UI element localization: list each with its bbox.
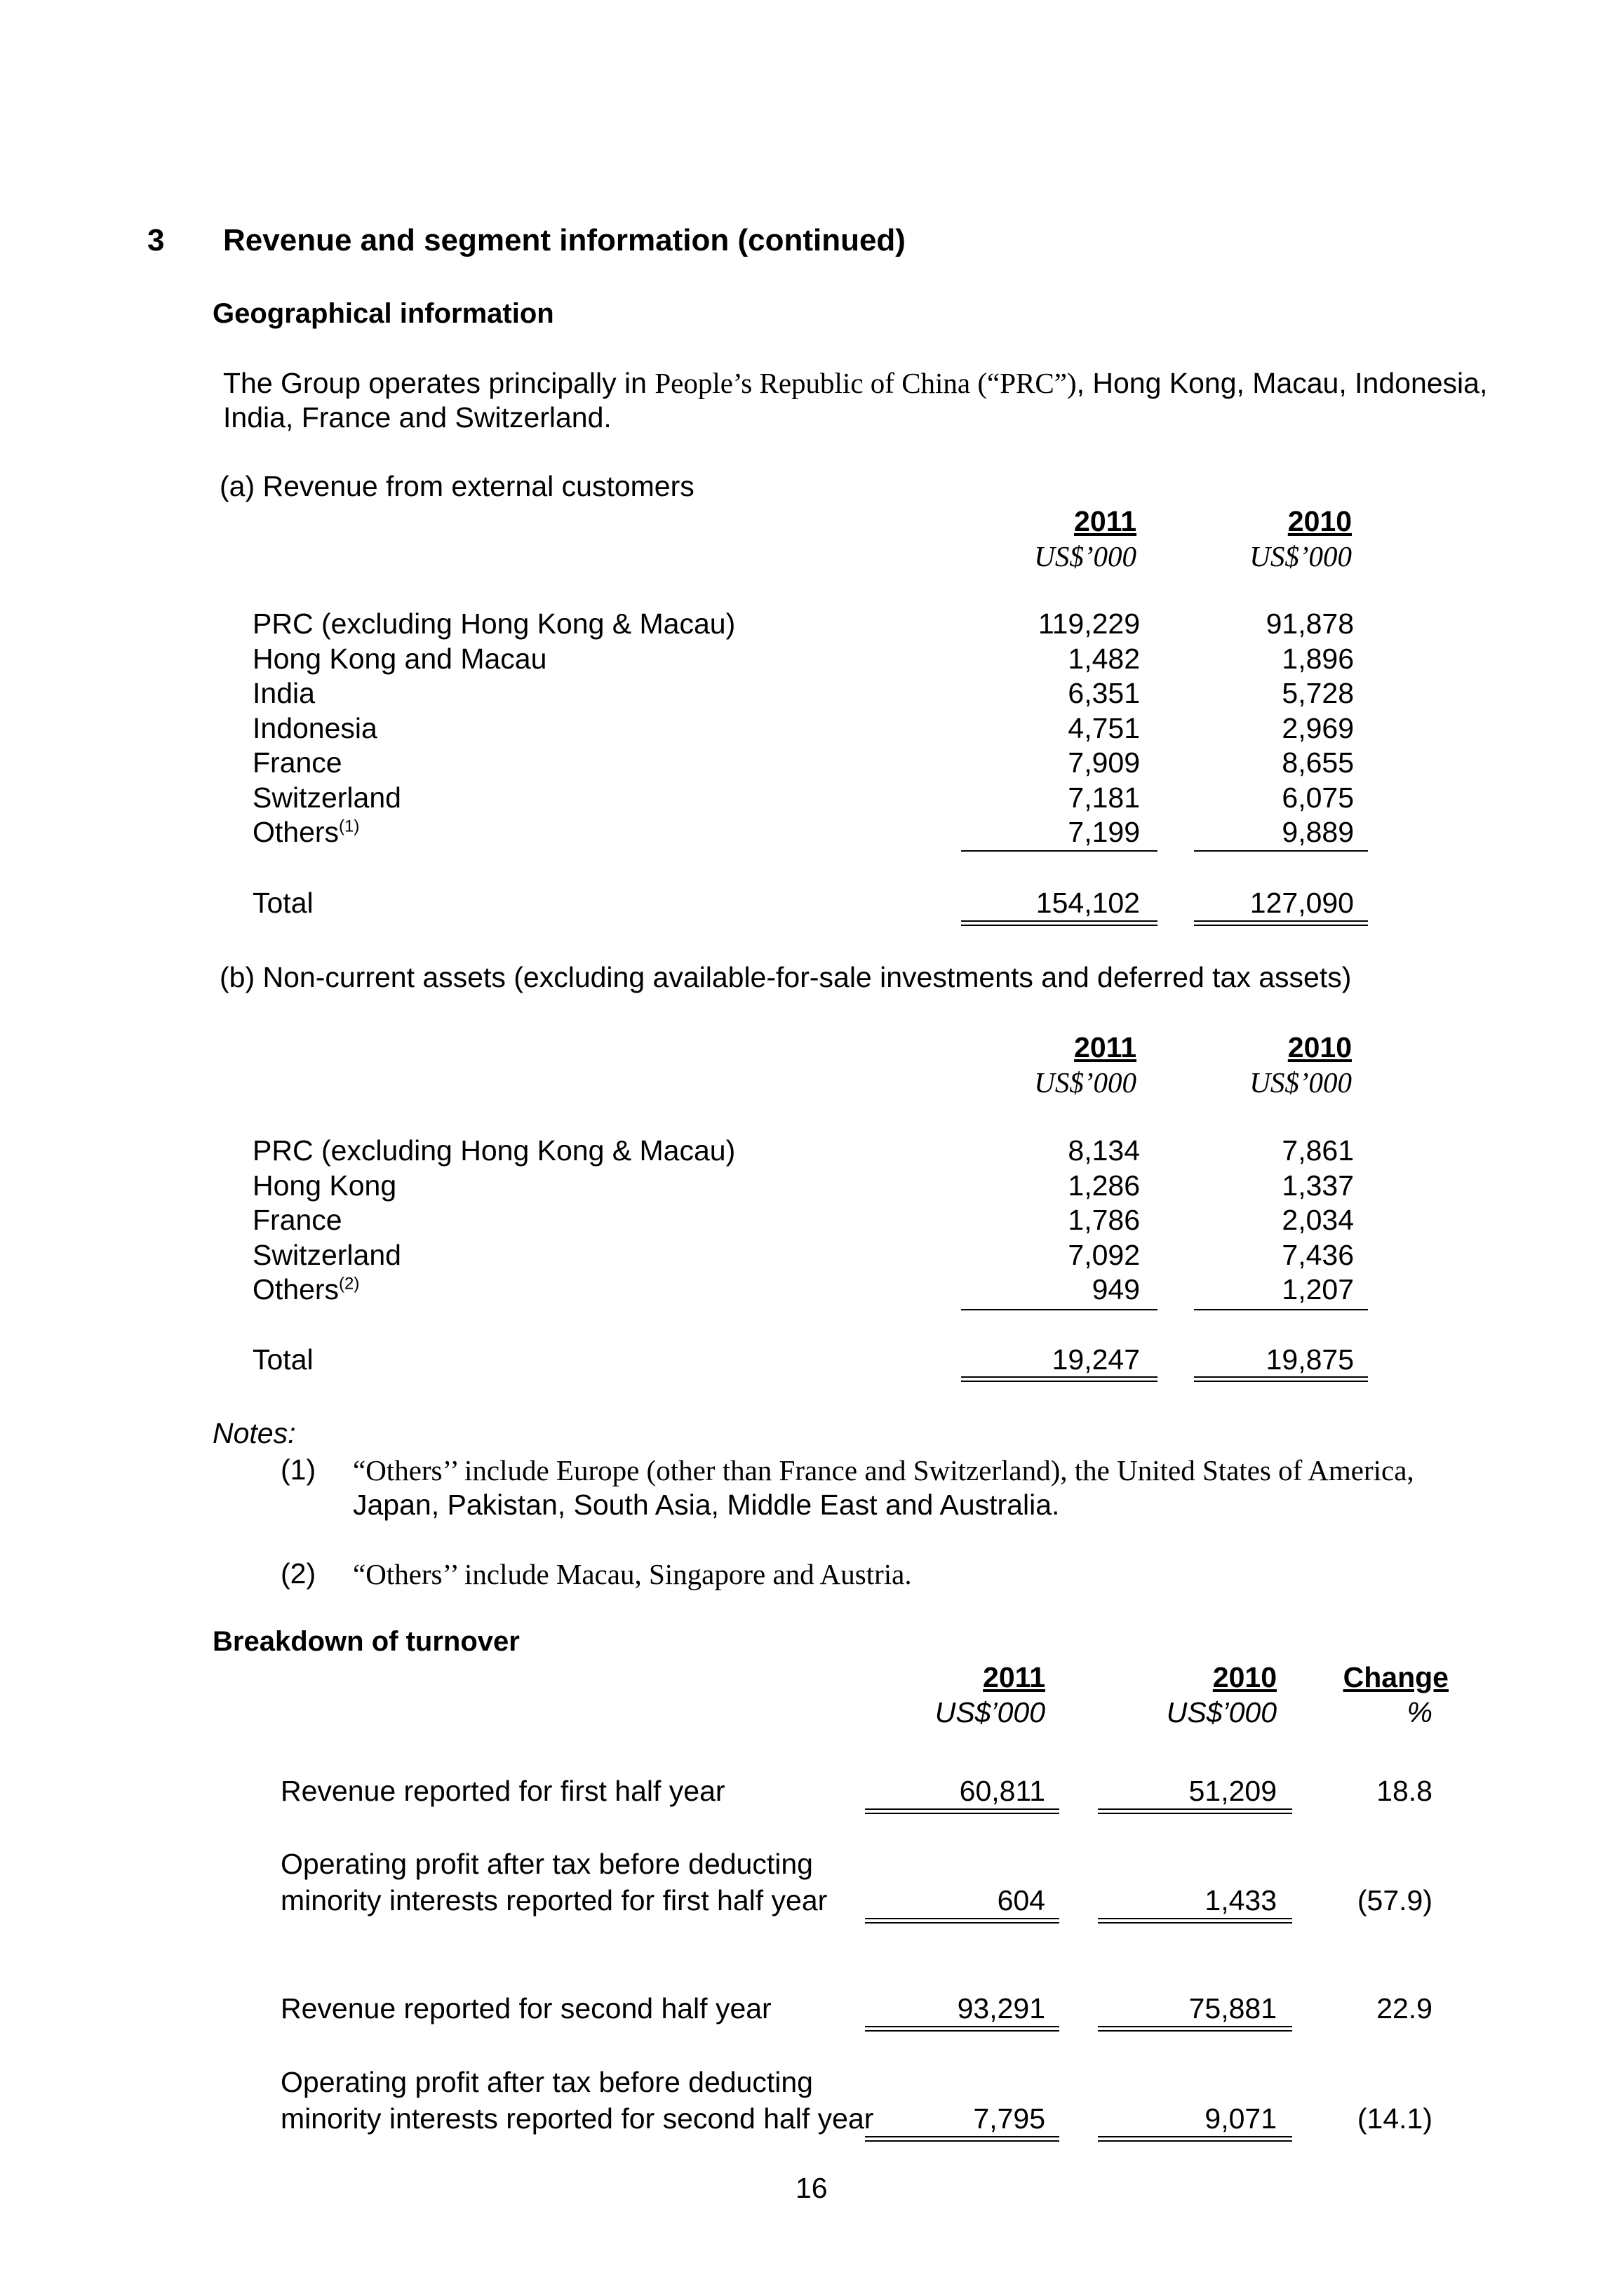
turnover-value-2011: 604 (997, 1884, 1045, 1916)
notes-heading: Notes: (213, 1417, 296, 1449)
table-a-value-2011: 119,229 (1038, 607, 1140, 640)
turnover-rule-2011 (865, 2136, 1059, 2142)
note-2-marker: (2) (281, 1557, 316, 1590)
turnover-value-2011: 7,795 (973, 2102, 1045, 2135)
table-a-year-2010: 2010 (1287, 505, 1352, 537)
turnover-change-header: Change (1343, 1661, 1449, 1693)
table-b-unit-2010: US$’000 (1249, 1066, 1352, 1099)
turnover-value-2011: 93,291 (957, 1992, 1045, 2025)
table-a-subtotal-rule-2011 (961, 850, 1157, 852)
table-a-row-label-text: Others (253, 816, 340, 848)
table-a-row-label (253, 643, 546, 676)
table-a-total-rule-2011 (961, 920, 1157, 926)
page-number: 16 (796, 2172, 828, 2204)
table-b-value-2011: 7,092 (1068, 1238, 1140, 1271)
turnover-heading: Breakdown of turnover (213, 1626, 520, 1657)
table-b-caption: (b) Non-current assets (excluding available-for-sale investments and deferred tax assets) (220, 961, 1352, 993)
table-a-value-2011: 1,482 (1068, 642, 1140, 675)
turnover-year-2010: 2010 (1212, 1661, 1277, 1693)
turnover-year-2011: 2011 (983, 1661, 1045, 1693)
table-b-row-label (253, 1134, 735, 1167)
geo-intro-part-a: The Group operates principally in (223, 367, 655, 399)
table-b-value-2010: 1,207 (1282, 1273, 1354, 1305)
table-a-row-label (253, 607, 735, 640)
table-b-value-2011: 1,786 (1068, 1204, 1140, 1236)
table-b-value-2010: 7,436 (1282, 1238, 1354, 1271)
geo-heading: Geographical information (213, 298, 554, 329)
section-title: Revenue and segment information (continued) (223, 223, 906, 257)
table-a-row-label-text: Hong Kong and Macau (253, 642, 547, 675)
table-b-subtotal-rule-2011 (961, 1309, 1157, 1310)
table-b-value-2011: 8,134 (1068, 1134, 1140, 1167)
table-b-total-rule-2011 (961, 1376, 1157, 1382)
note-2-line1: “Others’’ include Macau, Singapore and Austria. (353, 1558, 912, 1590)
turnover-unit-2010: US$’000 (1166, 1696, 1277, 1728)
turnover-value-2010: 1,433 (1204, 1884, 1277, 1916)
table-a-value-2010: 91,878 (1266, 607, 1354, 640)
table-a-value-2010: 8,655 (1282, 746, 1354, 779)
table-b-row-label-text: Switzerland (253, 1238, 401, 1271)
table-a-value-2011: 7,181 (1068, 781, 1140, 814)
turnover-rule-2011 (865, 2026, 1059, 2032)
table-b-subtotal-rule-2010 (1194, 1309, 1368, 1310)
turnover-change-value: (57.9) (1357, 1884, 1432, 1916)
table-a-value-2011: 4,751 (1068, 711, 1140, 744)
table-b-row-label-text: Others (253, 1273, 340, 1305)
table-a-row-label-text: India (253, 677, 315, 709)
table-a-row-label (253, 712, 377, 745)
turnover-row-label-line1: Operating profit after tax before deducting (281, 2066, 813, 2098)
table-a-row-label-text: Indonesia (253, 711, 377, 744)
table-a-subtotal-rule-2010 (1194, 850, 1368, 852)
section-number: 3 (147, 223, 165, 257)
turnover-value-2010: 51,209 (1188, 1775, 1277, 1807)
table-b-row-label (253, 1239, 401, 1272)
table-a-row-label-text: Switzerland (253, 781, 401, 814)
note-1-line1: “Others’’ include Europe (other than France and Switzerland), the United States of America, (353, 1454, 1414, 1486)
turnover-pct: % (1407, 1696, 1432, 1728)
turnover-rule-2011 (865, 1808, 1059, 1814)
turnover-rule-2010 (1098, 1918, 1292, 1924)
table-a-total-2010: 127,090 (1249, 887, 1354, 919)
table-b-value-2010: 7,861 (1282, 1134, 1354, 1167)
note-1-line2: Japan, Pakistan, South Asia, Middle East and Australia. (353, 1489, 1060, 1521)
note-1-marker: (1) (281, 1454, 316, 1486)
turnover-rule-2010 (1098, 2136, 1292, 2142)
turnover-value-2010: 9,071 (1204, 2102, 1277, 2135)
table-a-total-2011: 154,102 (1035, 887, 1140, 919)
geo-intro-line2: India, France and Switzerland. (223, 401, 612, 434)
table-a-row-label-text: PRC (excluding Hong Kong & Macau) (253, 607, 736, 640)
turnover-row-label: Revenue reported for first half year (281, 1775, 725, 1807)
table-b-unit-2011: US$’000 (1034, 1066, 1136, 1099)
table-a-value-2010: 1,896 (1282, 642, 1354, 675)
table-b-value-2011: 1,286 (1068, 1169, 1140, 1202)
turnover-rule-2011 (865, 1918, 1059, 1924)
table-b-row-label (253, 1204, 342, 1237)
footnote-marker: (1) (339, 817, 360, 836)
table-b-total-2010: 19,875 (1266, 1343, 1354, 1376)
table-b-row-label (253, 1169, 396, 1202)
turnover-row-label-line1: Operating profit after tax before deducting (281, 1848, 813, 1880)
table-a-value-2011: 6,351 (1068, 677, 1140, 709)
table-a-unit-2011: US$’000 (1034, 540, 1136, 572)
table-b-row-label-text: France (253, 1204, 342, 1236)
turnover-row-label-line2: minority interests reported for first half year (281, 1884, 828, 1916)
table-a-value-2011: 7,909 (1068, 746, 1140, 779)
table-a-value-2011: 7,199 (1068, 816, 1140, 848)
table-a-total-rule-2010 (1194, 920, 1368, 926)
table-b-total-label: Total (253, 1343, 314, 1376)
table-a-row-label (253, 677, 315, 710)
geo-intro-part-c: , Hong Kong, Macau, Indonesia, (1076, 367, 1488, 399)
geo-intro-line1 (223, 366, 1487, 400)
table-b-value-2011: 949 (1092, 1273, 1140, 1305)
turnover-row-label-line2: minority interests reported for second half year (281, 2102, 874, 2135)
table-b-total-rule-2010 (1194, 1376, 1368, 1382)
turnover-unit-2011: US$’000 (934, 1696, 1045, 1728)
table-a-year-2011: 2011 (1074, 505, 1136, 537)
table-a-row-label (253, 781, 401, 814)
table-a-caption: (a) Revenue from external customers (220, 470, 694, 502)
table-b-value-2010: 2,034 (1282, 1204, 1354, 1236)
table-a-value-2010: 6,075 (1282, 781, 1354, 814)
table-a-total-label: Total (253, 887, 314, 919)
table-b-row-label (253, 1273, 359, 1306)
table-a-row-label (253, 746, 342, 779)
turnover-row-label: Revenue reported for second half year (281, 1992, 772, 2025)
table-a-unit-2010: US$’000 (1249, 540, 1352, 572)
turnover-rule-2010 (1098, 2026, 1292, 2032)
table-a-row-label (253, 816, 359, 849)
turnover-value-2011: 60,811 (959, 1775, 1045, 1807)
table-b-year-2011: 2011 (1074, 1031, 1136, 1063)
table-b-value-2010: 1,337 (1282, 1169, 1354, 1202)
table-a-value-2010: 9,889 (1282, 816, 1354, 848)
table-b-row-label-text: PRC (excluding Hong Kong & Macau) (253, 1134, 736, 1167)
turnover-value-2010: 75,881 (1188, 1992, 1277, 2025)
geo-intro-part-b: People’s Republic of China (“PRC”) (655, 367, 1077, 399)
turnover-change-value: 22.9 (1376, 1992, 1432, 2025)
turnover-change-value: 18.8 (1376, 1775, 1432, 1807)
table-a-row-label-text: France (253, 746, 342, 779)
turnover-change-value: (14.1) (1357, 2102, 1432, 2135)
table-b-total-2011: 19,247 (1052, 1343, 1140, 1376)
table-b-row-label-text: Hong Kong (253, 1169, 397, 1202)
table-a-value-2010: 5,728 (1282, 677, 1354, 709)
turnover-rule-2010 (1098, 1808, 1292, 1814)
footnote-marker: (2) (339, 1274, 360, 1294)
table-b-year-2010: 2010 (1287, 1031, 1352, 1063)
table-a-value-2010: 2,969 (1282, 711, 1354, 744)
